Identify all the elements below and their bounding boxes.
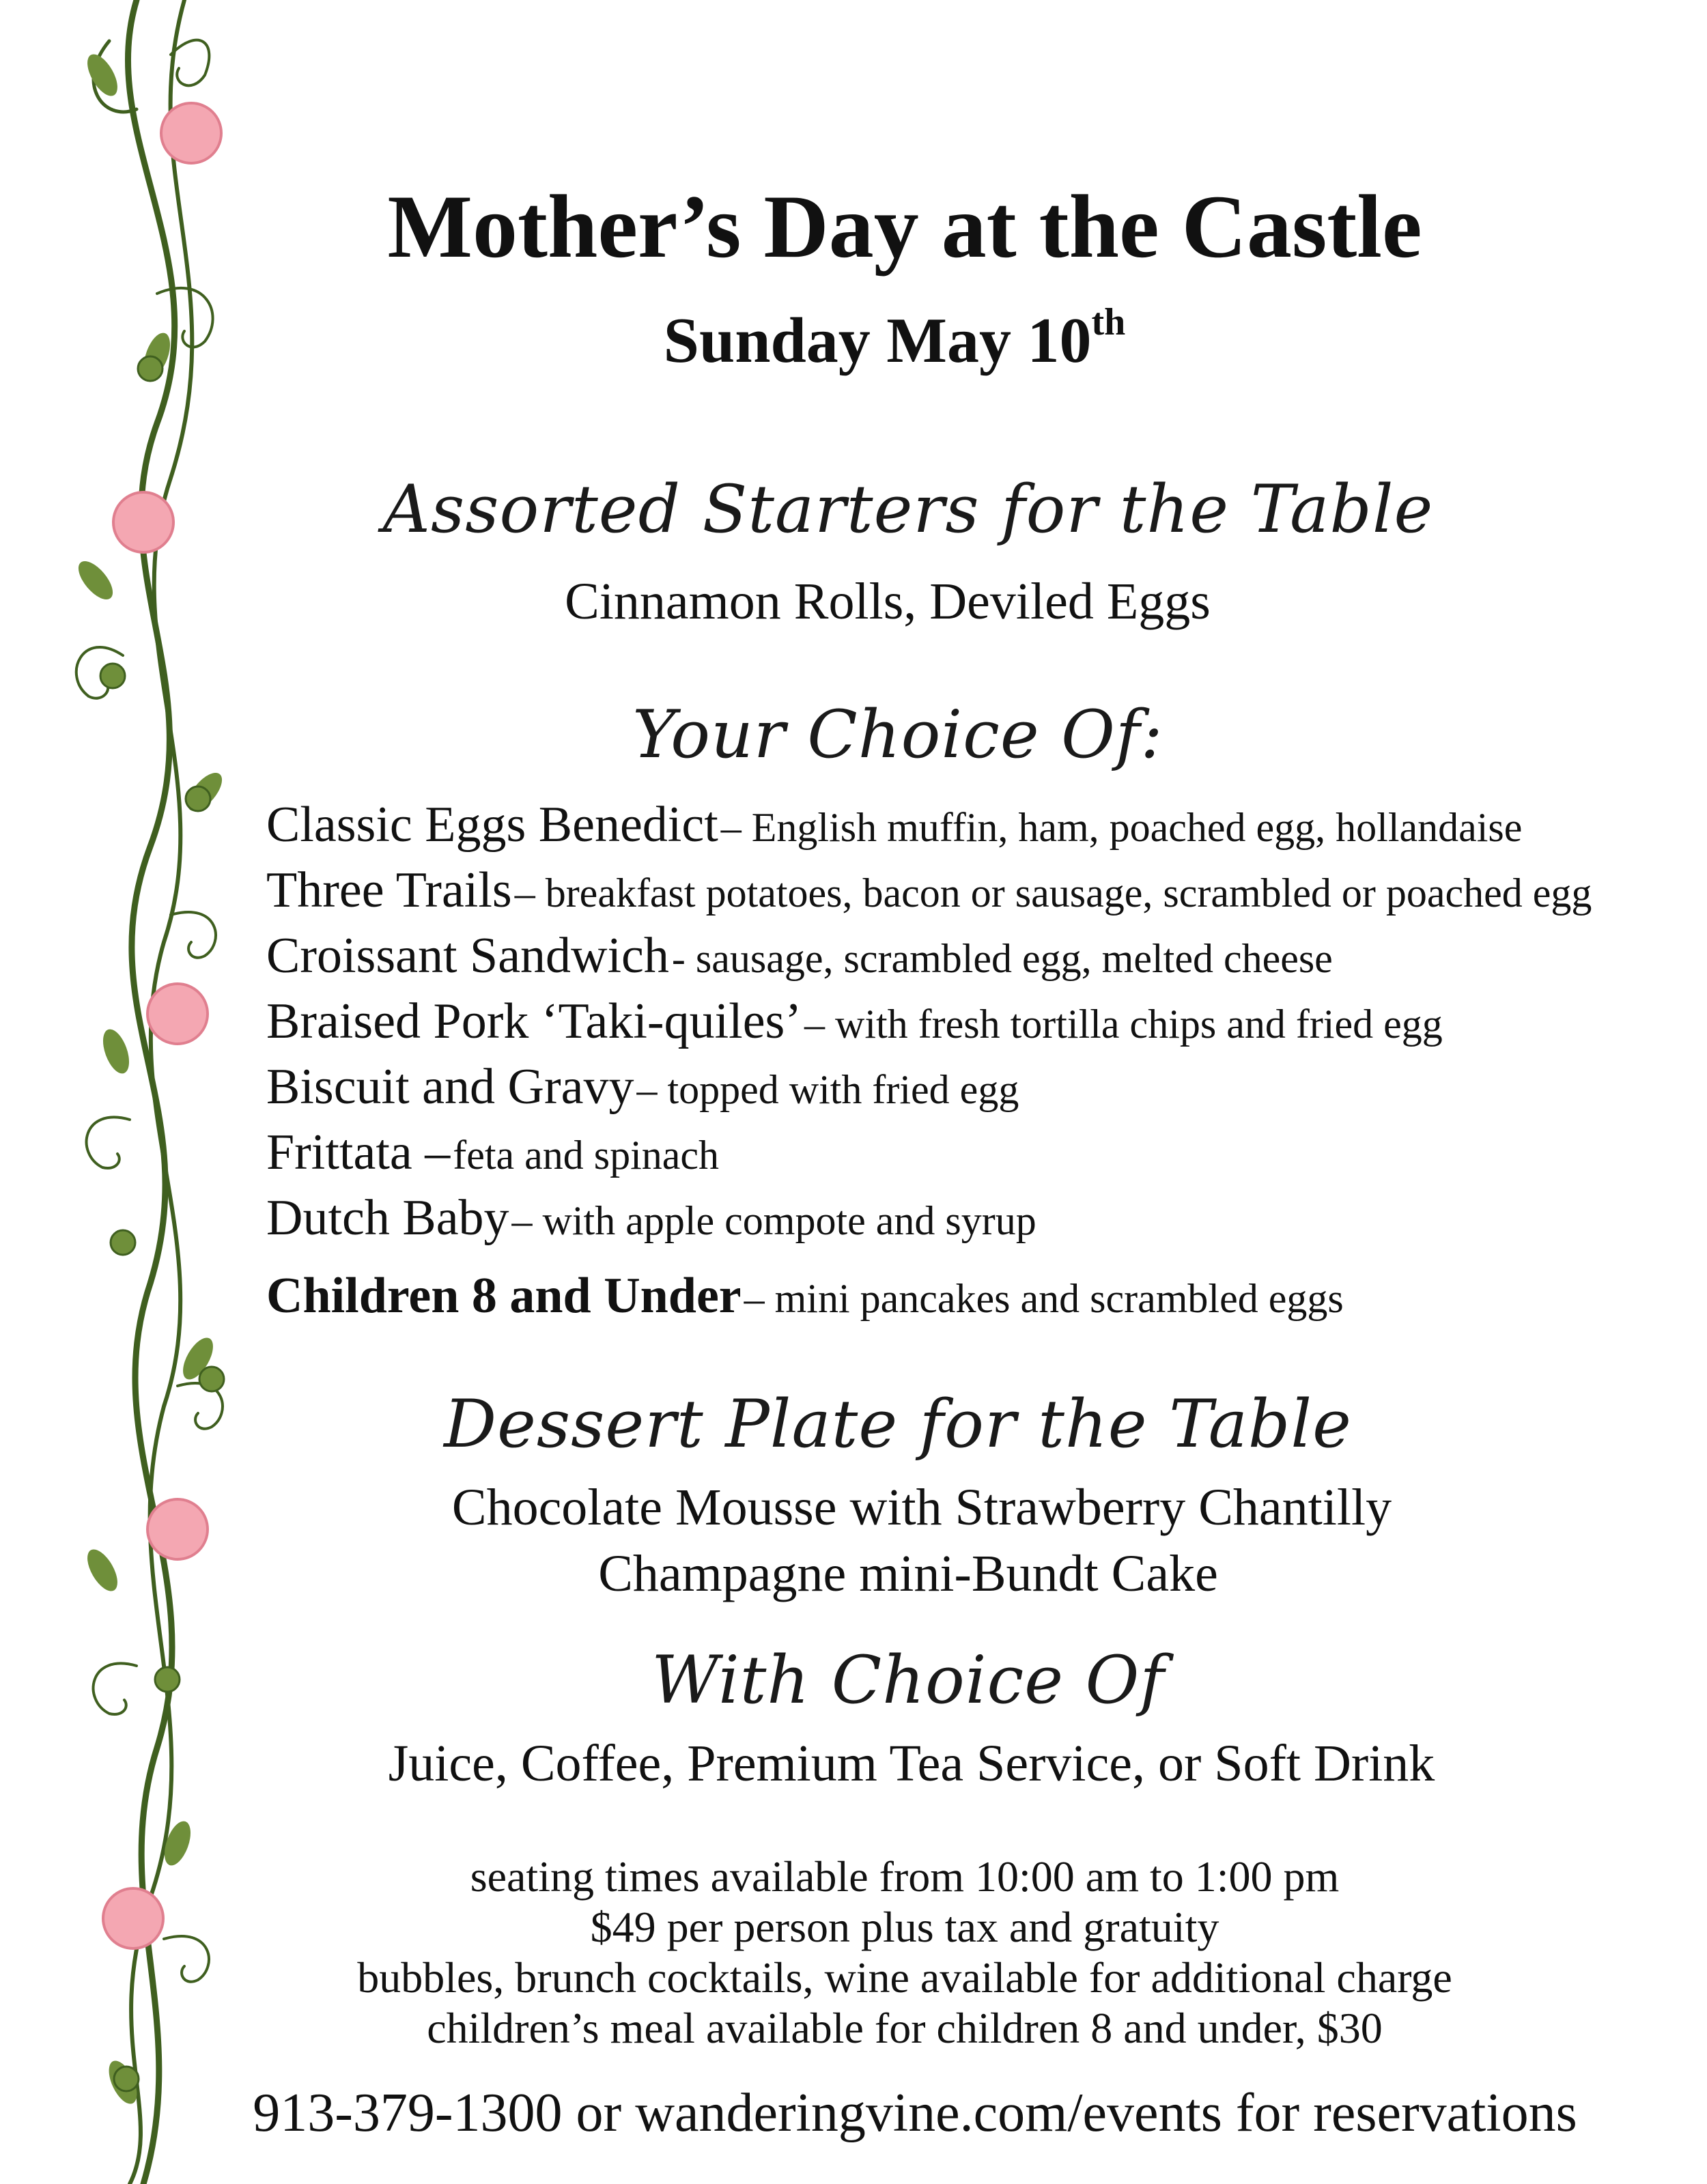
menu-item-desc: – mini pancakes and scrambled eggs <box>744 1276 1344 1321</box>
menu-item-desc: – topped with fried egg <box>636 1067 1019 1112</box>
page-title: Mother’s Day at the Castle <box>387 176 1422 276</box>
menu-choice-list <box>266 792 1693 1329</box>
drinks-heading: With Choice Of <box>651 1642 1165 1718</box>
menu-item-desc: - sausage, scrambled egg, melted cheese <box>671 936 1333 981</box>
menu-item-name: Croissant Sandwich <box>266 928 669 984</box>
menu-item <box>266 989 1693 1054</box>
menu-item <box>266 1185 1693 1251</box>
menu-item <box>266 923 1693 989</box>
reservation-contact: 913-379-1300 or wanderingvine.com/events for reservations <box>253 2083 1577 2143</box>
menu-item-desc: – English muffin, ham, poached egg, hollandaise <box>720 805 1523 850</box>
starters-items: Cinnamon Rolls, Deviled Eggs <box>565 573 1211 630</box>
menu-item-name: Braised Pork ‘Taki-quiles’ <box>266 993 802 1049</box>
menu-item-desc: – breakfast potatoes, bacon or sausage, scrambled or poached egg <box>514 870 1592 916</box>
menu-item <box>266 857 1693 923</box>
event-date <box>0 300 1707 378</box>
dessert-heading: Dessert Plate for the Table <box>444 1386 1352 1462</box>
info-children-meal: children’s meal available for children 8 and under, $30 <box>427 2004 1383 2052</box>
menu-item-desc: – with fresh tortilla chips and fried egg <box>804 1002 1443 1047</box>
dessert-line-1: Chocolate Mousse with Strawberry Chantilly <box>451 1479 1392 1536</box>
menu-item-name: Dutch Baby <box>266 1190 509 1246</box>
menu-item-children <box>266 1263 1693 1329</box>
menu-item <box>266 1054 1693 1120</box>
event-date-suffix: th <box>1091 301 1126 343</box>
menu-item-desc: – with apple compote and syrup <box>511 1198 1036 1243</box>
info-price: $49 per person plus tax and gratuity <box>590 1903 1219 1951</box>
menu-item-name: Three Trails <box>266 862 512 918</box>
menu-item-desc: feta and spinach <box>453 1133 720 1178</box>
menu-item <box>266 792 1693 857</box>
starters-heading: Assorted Starters for the Table <box>382 471 1434 548</box>
menu-item-name: Classic Eggs Benedict <box>266 797 718 853</box>
menu-item-name: Biscuit and Gravy <box>266 1059 634 1115</box>
menu-item <box>266 1120 1693 1185</box>
event-date-main: Sunday May 10 <box>663 305 1092 376</box>
dessert-line-2: Champagne mini-Bundt Cake <box>598 1545 1218 1602</box>
menu-item-name: Children 8 and Under <box>266 1268 742 1324</box>
choice-heading: Your Choice Of: <box>632 696 1163 773</box>
drinks-items: Juice, Coffee, Premium Tea Service, or Soft Drink <box>388 1735 1435 1792</box>
menu-item-name: Frittata – <box>266 1124 451 1180</box>
info-drinks-charge: bubbles, brunch cocktails, wine available for additional charge <box>357 1953 1452 2002</box>
info-seating: seating times available from 10:00 am to 1:00 pm <box>470 1852 1340 1901</box>
